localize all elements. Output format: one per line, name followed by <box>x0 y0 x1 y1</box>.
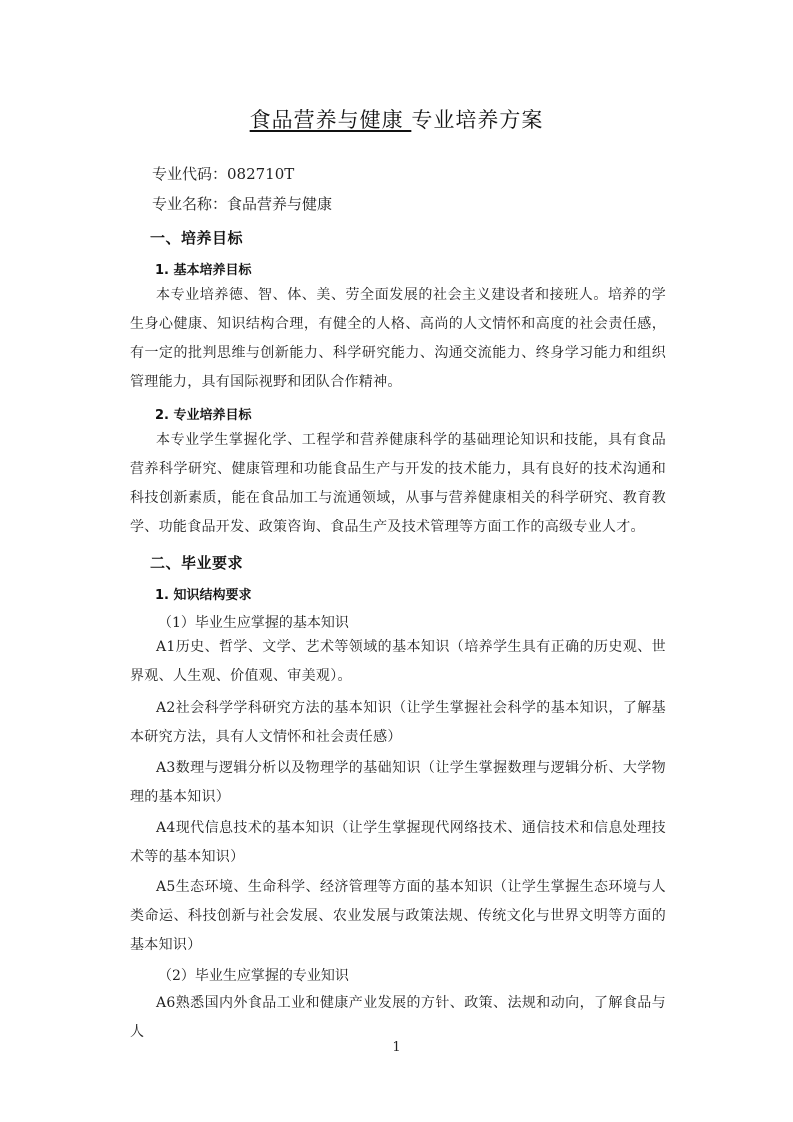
section-heading-graduation-requirements: 二、毕业要求 <box>150 554 244 572</box>
paragraph-professional-goals: 本专业学生掌握化学、工程学和营养健康科学的基础理论知识和技能，具有食品营养科学研究、健康管理和功能食品生产与开发的技术能力，具有良好的技术沟通和科技创新素质，能在食品加工与流通领域，从事与营养健康相关的科学研究、教育教学、功能食品开发、政策咨询、食品生产及技术管理等方面工作的高级专业人才。 <box>130 432 666 535</box>
knowledge-item-a6: A6熟悉国内外食品工业和健康产业发展的方针、政策、法规和动向，了解食品与人 <box>130 995 666 1040</box>
knowledge-item-a3: A3数理与逻辑分析以及物理学的基础知识（让学生掌握数理与逻辑分析、大学物理的基本知识） <box>130 760 666 805</box>
knowledge-item-a1: A1历史、哲学、文学、艺术等领域的基本知识（培养学生具有正确的历史观、世界观、人生观、价值观、审美观）。 <box>130 639 666 684</box>
group-heading-basic-knowledge: （1）毕业生应掌握的基本知识 <box>158 615 349 631</box>
major-name: 专业名称：食品营养与健康 <box>152 195 333 213</box>
page-number: 1 <box>392 1040 401 1055</box>
subsection-heading-knowledge-structure: 1. 知识结构要求 <box>155 588 252 603</box>
subsection-heading-basic-goals: 1. 基本培养目标 <box>155 263 252 278</box>
major-code: 专业代码：082710T <box>152 165 295 183</box>
knowledge-item-a2: A2社会科学学科研究方法的基本知识（让学生掌握社会科学的基本知识，了解基本研究方法，具有人文情怀和社会责任感） <box>130 700 666 745</box>
group-heading-professional-knowledge: （2）毕业生应掌握的专业知识 <box>158 968 349 984</box>
subsection-heading-professional-goals: 2. 专业培养目标 <box>155 408 252 423</box>
knowledge-item-a5: A5生态环境、生命科学、经济管理等方面的基本知识（让学生掌握生态环境与人类命运、科技创新与社会发展、农业发展与政策法规、传统文化与世界文明等方面的基本知识） <box>130 879 666 953</box>
section-heading-training-goals: 一、培养目标 <box>150 229 244 247</box>
title-suffix: 专业培养方案 <box>411 108 544 132</box>
title-major-name: 食品营养与健康 <box>249 108 412 132</box>
page-title <box>0 104 793 134</box>
knowledge-item-a4: A4现代信息技术的基本知识（让学生掌握现代网络技术、通信技术和信息处理技术等的基本知识） <box>130 820 666 865</box>
paragraph-basic-goals: 本专业培养德、智、体、美、劳全面发展的社会主义建设者和接班人。培养的学生身心健康、知识结构合理，有健全的人格、高尚的人文情怀和高度的社会责任感，有一定的批判思维与创新能力、科学研究能力、沟通交流能力、终身学习能力和组织管理能力，具有国际视野和团队合作精神。 <box>130 287 666 390</box>
